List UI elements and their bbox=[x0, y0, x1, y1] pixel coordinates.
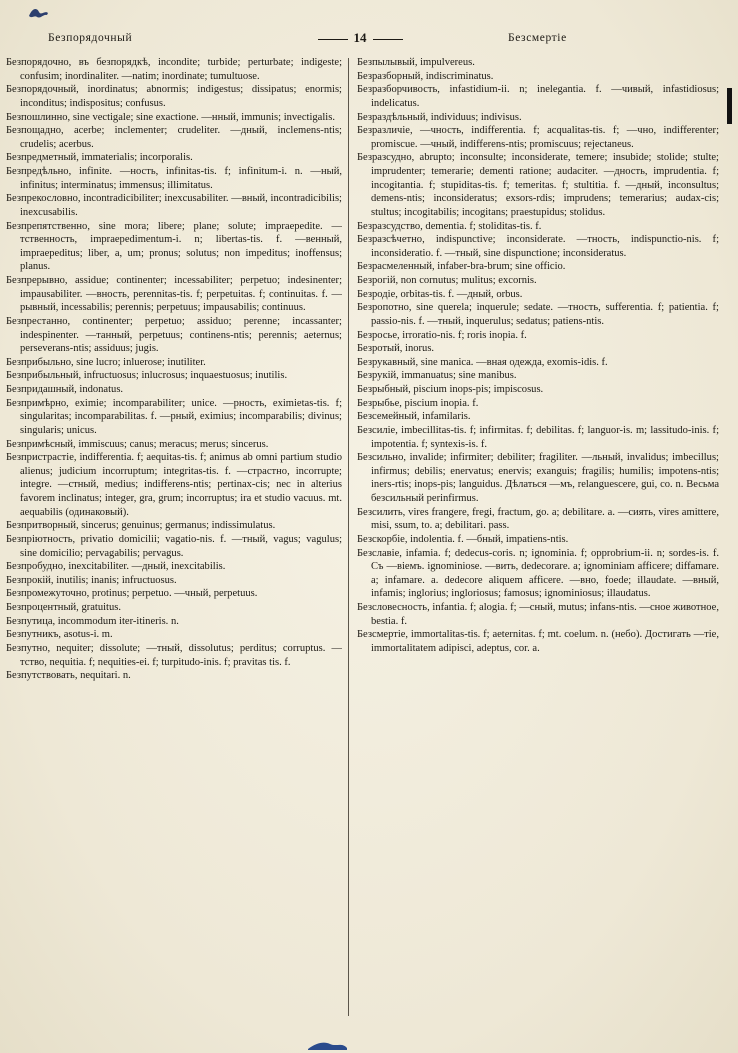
page-number-value: 14 bbox=[353, 30, 367, 45]
dictionary-entry: Безпылывый, impulvereus. bbox=[357, 57, 475, 68]
dictionary-entry: Безпримѣрно, eximie; incomparabiliter; unice. —рность, eximietas-tis. f; singularitas; incomparabilitas. f. —рный, eximius; incomparabilis; divinus; singularis; unicus. bbox=[6, 397, 342, 436]
running-header bbox=[0, 30, 738, 48]
dictionary-entry: Безпритворный, sincerus; genuinus; germanus; indissimulatus. bbox=[6, 520, 276, 532]
dictionary-entry: Безпрокій, inutilis; inanis; infructuosus. bbox=[6, 574, 177, 586]
dictionary-entry: Безросье, irroratio-nis. f; roris inopia. f. bbox=[357, 329, 527, 341]
dictionary-entry: Безприбыльный, infructuosus; inlucrosus; inquaestuosus; inutilis. bbox=[6, 370, 288, 382]
dictionary-entry: Безсмертіе, immortalitas-tis. f; aeternitas. f; mt. coelum. n. (небо). Достигать —тіе, immortalitatem adipisci, adeptus, cor. a. bbox=[357, 629, 719, 654]
dictionary-entry: Безпошлинно, sine vectigale; sine exactione. —нный, immunis; invectigalis. bbox=[6, 111, 335, 123]
dictionary-entry: Безразсудство, dementia. f; stoliditas-tis. f. bbox=[357, 220, 542, 232]
dictionary-entry: Безпрерывно, assidue; continenter; incessabiliter; perpetuo; indesinenter; impausabiliter. —вность, perennitas-tis. f; perpetuitas. f; continuitas. f. —рывный, incessabilis; perennis; perpetuus; impausabilis; continuus. bbox=[6, 275, 342, 314]
dictionary-entry: Безпредметный, immaterialis; incorporalis. bbox=[6, 152, 193, 164]
dictionary-entry: Безпріютность, privatio domicilii; vagatio-nis. f. —тный, vagus; vagulus; sine domicilio; pervagabilis; pervagus. bbox=[6, 533, 342, 559]
dictionary-entry: Безпромежуточно, protinus; perpetuo. —чный, perpetuus. bbox=[6, 588, 258, 600]
dictionary-entry: Безсильно, invalide; infirmiter; debiliter; fragiliter. —льный, invalidus; imbecillus; infirmus; debilis; enervatus; enervis; exanguis; fragilis; humilis; impotens-ntis; iners-rtis; inops-pis; languidus. Дѣлаться —мъ, relanguescere, gui, co. n. Весьма безсильный perinfirmus. bbox=[357, 452, 719, 504]
page-number bbox=[300, 30, 420, 46]
dictionary-entry: Безпрекословно, incontradicibiliter; inexcusabiliter. —вный, incontradicibilis; inexcusabilis. bbox=[6, 193, 342, 218]
dictionary-entry: Безродіе, orbitas-tis. f. —дный, orbus. bbox=[357, 288, 523, 300]
dictionary-entry: Безротый, inorus. bbox=[357, 343, 435, 355]
dictionary-entry: Безприбыльно, sine lucro; inluerose; inutiliter. bbox=[6, 356, 206, 368]
dictionary-entry: Безразсѣчетно, indispunctive; inconsiderate. —тность, indispunctio-nis. f; inconsideratio. f. —тный, sine dispunctione; inconsideratus. bbox=[357, 234, 719, 259]
dictionary-entry: Безпристрастіе, indifferentia. f; aequitas-tis. f; animus ab omni partium studio alienus; judicium incorruptum; integritas-tis. f. —страстно, incorrupte; integre. —стный, medius; indifferens-ntis; pertinax-cis; nec in alterius favorem inclinatus; integer, gra, grum; incorruptus; ira et studio vacuus. mt. aequabilis (одинаковый). bbox=[6, 452, 342, 518]
dictionary-entry: Безпутникъ, asotus-i. m. bbox=[6, 629, 113, 641]
dictionary-entry: Безсемейный, infamilaris. bbox=[357, 411, 471, 423]
dictionary-entry: Безсиліе, imbecillitas-tis. f; infirmitas. f; debilitas. f; languor-is. m; lassitudo-inis. f; impotentia. f; syntexis-is. f. bbox=[357, 424, 719, 450]
dictionary-entry: Безразсудно, abrupto; inconsulte; inconsiderate, temere; insubide; stolide; stulte; imprudenter; temerarie; dementi ratione; audaciter. —дность, imprudentia. f; incogitantia. f; stupiditas-tis. f; temeritas. f; stultitia. f. —дный, inconsultus; demens-ntis; inconsideratus; exsors-rdis; imprudens; temerarius; audax-cis; stultus; incogitabilis; incogitans; praestupidus; stolidus. bbox=[357, 152, 719, 218]
dictionary-entry: Безрасмеленный, infaber-bra-brum; sine officio. bbox=[357, 261, 566, 273]
dictionary-entry: Безпутно, nequiter; dissolute; —тный, dissolutus; perditus; corruptus. —тство, nequitia. f; nequities-ei. f; turpitudo-inis. f; pravitas tis. f. bbox=[6, 642, 342, 668]
header-last-word: Безсмертіе bbox=[508, 32, 567, 44]
dictionary-entry: Безрукій, immanuatus; sine manibus. bbox=[357, 370, 517, 382]
edge-tab-mark bbox=[727, 88, 732, 124]
dictionary-entry: Безрукавный, sine manica. —вная одежда, exomis-idis. f. bbox=[357, 356, 608, 368]
dictionary-entry: Безпредѣльно, infinite. —ность, infinitas-tis. f; infinitum-i. n. —ный, infinitus; interminatus; immensus; illimitatus. bbox=[6, 166, 342, 191]
dictionary-entry: Безславіе, infamia. f; dedecus-coris. n; ignominia. f; opprobrium-ii. n; sordes-is. f. Съ —віемъ. ignominiose. —вить, dedecorare. a; ignominiam afficere; diffamare. a; infamare. a. dedecore aliquem afficere. —вно, foede; illaudate. —вный, infamis; inglorius; ingloriosus; famosus; ignominiosus; illaudatus. bbox=[357, 547, 719, 600]
dictionary-entry: Безпощадно, acerbe; inclementer; crudeliter. —дный, inclemens-ntis; crudelis; acerbus. bbox=[6, 125, 342, 150]
dictionary-entry: Безпридашный, indonatus. bbox=[6, 384, 124, 395]
dictionary-entry: Безразборный, indiscriminatus. bbox=[357, 70, 494, 82]
dictionary-entry: Безсловесность, infantia. f; alogia. f; —сный, mutus; infans-ntis. —сное животное, bestia. f. bbox=[357, 602, 719, 627]
dictionary-entry: Безропотно, sine querela; inquerule; sedate. —тность, sufferentia. f; patientia. f; passio-nis. f. —тный, inquerulus; sedatus; patiens-ntis. bbox=[357, 302, 719, 327]
dictionary-entry: Безпутица, incommodum iter-itineris. n. bbox=[6, 615, 179, 627]
dictionary-entry: Безпрепятственно, sine mora; libere; plane; solute; impraepedite. —тственность, impraepedimentum-i. n; libertas-tis. f. —венный, impraepeditus; liber, a, um; pronus; solutus; non impeditus; inoffensus; planus. bbox=[6, 220, 342, 273]
dictionary-entry: Безразборчивость, infastidium-ii. n; inelegantia. f. —чивый, infastidiosus; indelicatus. bbox=[357, 84, 719, 109]
dictionary-entry: Безпрестанно, continenter; perpetuo; assiduo; perenne; incassanter; indespinenter. —танный, perpetuus; continens-ntis; perennis; aeternus; perseverans-ntis; assiduus; jugis. bbox=[6, 315, 342, 355]
dictionary-entry: Безпорядочно, въ безпорядкѣ, incondite; turbide; perturbate; indigeste; confusim; inordinaliter. —natim; inordinate; tumultuose. bbox=[6, 57, 342, 82]
header-first-word: Безпорядочный bbox=[48, 32, 133, 44]
dictionary-entry: Безсилить, vires frangere, fregi, fractum, go. a; debilitare. a. —сиять, vires amittere, misi, ssum, to. a; debilitari. pass. bbox=[357, 506, 719, 532]
dictionary-entry: Безпорядочный, inordinatus; abnormis; indigestus; dissipatus; enormis; inconditus; indispositus; confusus. bbox=[6, 84, 342, 109]
dictionary-entry: Безпроцентный, gratuitus. bbox=[6, 602, 121, 613]
dictionary-entry: Безраздѣльный, individuus; indivisus. bbox=[357, 111, 522, 123]
dictionary-entry: Безпутствовать, nequitari. n. bbox=[6, 670, 131, 682]
dictionary-entry: Безрыбье, piscium inopia. f. bbox=[357, 397, 479, 409]
right-column bbox=[357, 56, 719, 1042]
dictionary-entry: Безпримѣсный, immiscuus; canus; meracus; merus; sincerus. bbox=[6, 438, 269, 450]
dictionary-entry: Безскорбіе, indolentia. f. —бный, impatiens-ntis. bbox=[357, 533, 569, 545]
dictionary-entry: Безпробудно, inexcitabiliter. —дный, inexcitabilis. bbox=[6, 561, 226, 573]
column-divider bbox=[348, 58, 349, 1016]
left-column bbox=[6, 56, 342, 1042]
dictionary-entry: Безрогій, non cornutus; mulitus; excornis. bbox=[357, 275, 537, 286]
dictionary-entry: Безрыбный, piscium inops-pis; impiscosus. bbox=[357, 384, 544, 395]
dictionary-entry: Безразличіе, —чность, indifferentia. f; acqualitas-tis. f; —чно, indifferenter; promiscue. —чный, indifferens-ntis; promiscuus; rejectaneus. bbox=[357, 125, 719, 150]
ink-blot-icon bbox=[27, 6, 49, 20]
